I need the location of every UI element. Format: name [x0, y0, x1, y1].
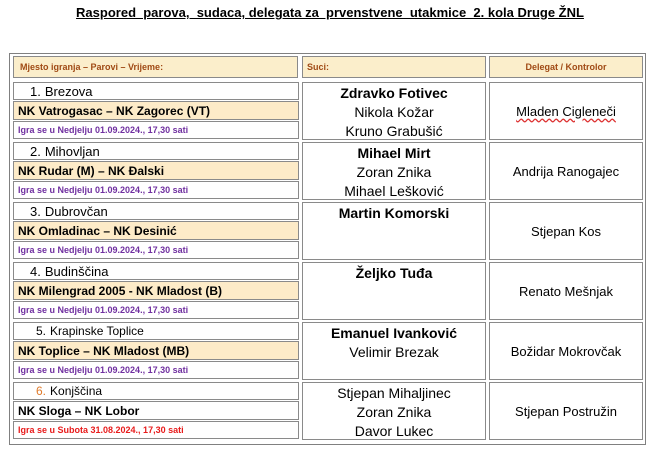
- match-cell: NK Vatrogasac – NK Zagorec (VT): [13, 101, 299, 120]
- delegate-cell: [489, 262, 643, 320]
- referees-cell: [302, 382, 486, 440]
- main-referee: Martin Komorski: [338, 204, 450, 221]
- assistant-referee: Velimir Brezak: [349, 343, 439, 360]
- main-referee: Željko Tuđa: [355, 264, 433, 281]
- delegate-name: Božidar Mokrovčak: [510, 343, 622, 359]
- schedule-table: [9, 53, 646, 445]
- match-cell: NK Sloga – NK Lobor: [13, 401, 299, 420]
- delegate-name: Andrija Ranogajec: [512, 163, 620, 179]
- match-cell: NK Omladinac – NK Desinić: [13, 221, 299, 240]
- assistant-referee: Mihael Lešković: [344, 182, 444, 199]
- game-group-4: [10, 262, 647, 322]
- main-referee: Zdravko Fotivec: [340, 84, 448, 101]
- date-cell: Igra se u Nedjelju 01.09.2024., 17,30 sati: [13, 181, 299, 199]
- assistant-referee: Zoran Znika: [356, 403, 432, 420]
- game-number: 6.: [36, 384, 47, 398]
- venue-cell: [13, 382, 299, 400]
- main-referee: Emanuel Ivanković: [330, 324, 458, 341]
- assistant-referee: Zoran Znika: [356, 163, 432, 180]
- date-cell: Igra se u Subota 31.08.2024., 17,30 sati: [13, 421, 299, 439]
- referees-cell: [302, 82, 486, 140]
- main-referee: Mihael Mirt: [357, 144, 431, 161]
- venue-name: Konjščina: [50, 384, 103, 398]
- date-cell: Igra se u Nedjelju 01.09.2024., 17,30 sati: [13, 121, 299, 139]
- game-group-2: [10, 142, 647, 202]
- delegate-name: Stjepan Kos: [530, 223, 602, 239]
- venue-name: Brezova: [44, 83, 93, 99]
- delegate-name: Mladen Cigleneči: [516, 103, 616, 119]
- referees-cell: [302, 142, 486, 200]
- assistant-referee: Nikola Kožar: [354, 103, 434, 120]
- referees-cell: [302, 202, 486, 260]
- delegate-cell: [489, 322, 643, 380]
- venue-cell: [13, 142, 299, 160]
- venue-cell: [13, 262, 299, 280]
- delegate-cell: [489, 142, 643, 200]
- delegate-cell: [489, 82, 643, 140]
- game-number: 2.: [30, 143, 41, 159]
- date-cell: Igra se u Nedjelju 01.09.2024., 17,30 sati: [13, 301, 299, 319]
- game-number: 3.: [30, 203, 41, 219]
- game-group-1: [10, 82, 647, 142]
- game-number: 4.: [30, 263, 41, 279]
- venue-cell: [13, 82, 299, 100]
- assistant-referee: Kruno Grabušić: [345, 122, 443, 139]
- venue-name: Mihovljan: [44, 143, 100, 159]
- delegate-cell: [489, 382, 643, 440]
- assistant-referee: Davor Lukec: [354, 422, 434, 439]
- header-venue-pairs-time: Mjesto igranja – Parovi – Vrijeme:: [13, 56, 298, 78]
- referees-cell: [302, 262, 486, 320]
- delegate-cell: [489, 202, 643, 260]
- match-cell: NK Rudar (M) – NK Đalski: [13, 161, 299, 180]
- document-title: Raspored parova, sudaca, delegata za prvenstvene utakmice 2. kola Druge ŽNL: [76, 5, 584, 20]
- match-cell: NK Toplice – NK Mladost (MB): [13, 341, 299, 360]
- main-referee: Stjepan Mihaljinec: [337, 384, 451, 401]
- game-group-6: [10, 382, 647, 442]
- venue-name: Dubrovčan: [44, 203, 108, 219]
- venue-name: Budinščina: [44, 263, 109, 279]
- match-cell: NK Milengrad 2005 - NK Mladost (B): [13, 281, 299, 300]
- date-cell: Igra se u Nedjelju 01.09.2024., 17,30 sati: [13, 361, 299, 379]
- venue-cell: [13, 322, 299, 340]
- game-number: 1.: [30, 83, 41, 99]
- date-cell: Igra se u Nedjelju 01.09.2024., 17,30 sati: [13, 241, 299, 259]
- venue-name: Krapinske Toplice: [50, 324, 144, 338]
- referees-cell: [302, 322, 486, 380]
- header-delegate: Delegat / Kontrolor: [489, 56, 643, 78]
- header-referees: Suci:: [302, 56, 486, 78]
- delegate-name: Stjepan Postružin: [515, 403, 617, 419]
- game-group-5: [10, 322, 647, 382]
- venue-cell: [13, 202, 299, 220]
- delegate-name: Renato Mešnjak: [519, 283, 613, 299]
- game-number: 5.: [36, 324, 47, 338]
- game-group-3: [10, 202, 647, 262]
